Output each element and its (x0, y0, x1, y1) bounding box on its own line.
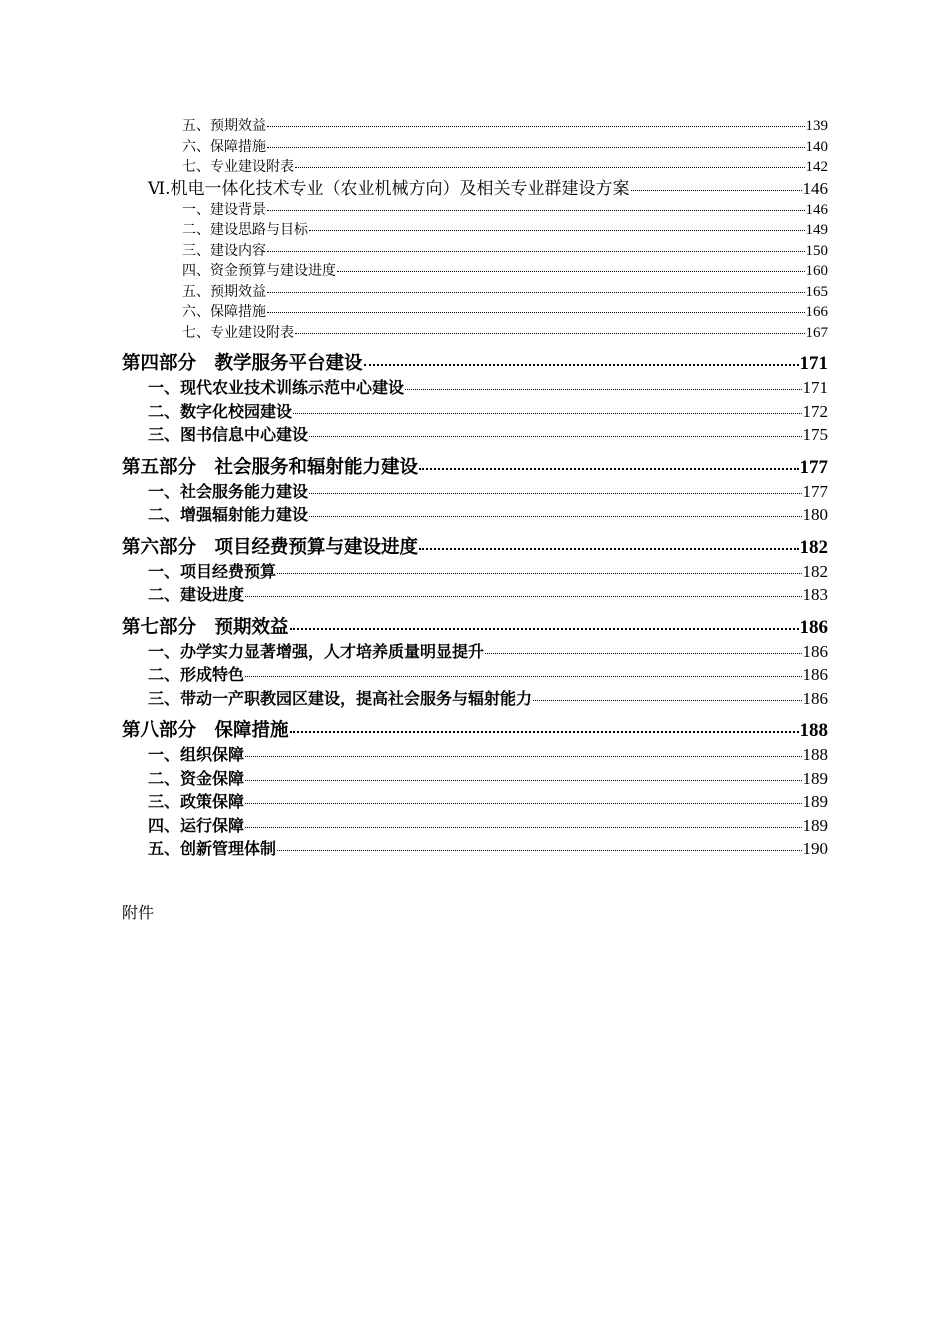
toc-page-number: 177 (802, 481, 828, 501)
dot-leader (309, 493, 801, 494)
toc-entry[interactable] (122, 116, 828, 137)
toc-entry-title: 五、预期效益 (182, 118, 266, 134)
dot-leader (277, 850, 801, 851)
dot-leader (267, 147, 805, 148)
toc-page-number: 146 (802, 178, 828, 198)
toc-section[interactable] (122, 837, 828, 861)
toc-page-number: 165 (805, 283, 828, 300)
toc-entry[interactable] (122, 282, 828, 303)
toc-section-title: 二、增强辐射能力建设 (148, 505, 309, 524)
toc-page-number: 188 (802, 745, 828, 764)
toc-page-number: 189 (802, 768, 828, 788)
dot-leader (245, 756, 801, 757)
toc-entry-title: 六、保障措施 (182, 304, 266, 320)
toc-section[interactable] (122, 814, 828, 838)
toc-section[interactable] (122, 503, 828, 527)
toc-entry-title: 一、建设背景 (182, 201, 266, 218)
toc-page-number: 160 (805, 263, 828, 279)
dot-leader (419, 468, 798, 470)
toc-page-number: 186 (802, 665, 828, 684)
toc-page-number: 182 (802, 561, 828, 581)
toc-part-title: 第七部分 预期效益 (122, 616, 289, 638)
dot-leader (245, 780, 801, 781)
toc-entry[interactable] (122, 302, 828, 323)
toc-page-number: 189 (802, 815, 828, 835)
toc-part-title: 第五部分 社会服务和辐射能力建设 (122, 456, 419, 478)
toc-entry-title: 二、建设思路与目标 (182, 222, 308, 238)
toc-page-number: 139 (805, 118, 828, 134)
toc-entry-title: Ⅵ.机电一体化技术专业（农业机械方向）及相关专业群建设方案 (148, 178, 630, 199)
toc-page-number: 189 (802, 792, 828, 811)
toc-entry-title: 七、专业建设附表 (182, 324, 294, 341)
toc-section[interactable] (122, 560, 828, 584)
dot-leader (245, 596, 801, 597)
toc-part-title: 第四部分 教学服务平台建设 (122, 353, 363, 374)
toc-entry[interactable] (122, 261, 828, 282)
toc-section[interactable] (122, 480, 828, 504)
toc-page-number: 180 (802, 505, 828, 524)
dot-leader (267, 292, 805, 293)
toc-part-heading[interactable] (122, 536, 828, 560)
toc-entry[interactable] (122, 323, 828, 344)
dot-leader (405, 389, 801, 390)
dot-leader (485, 653, 801, 654)
toc-section[interactable] (122, 640, 828, 664)
toc-page-number: 166 (805, 304, 828, 320)
toc-entry[interactable] (122, 220, 828, 241)
dot-leader (290, 628, 799, 630)
toc-page-number: 140 (805, 138, 828, 155)
toc-entry-title: 五、预期效益 (182, 283, 266, 300)
toc-entry[interactable] (122, 137, 828, 158)
dot-leader (309, 230, 805, 231)
toc-section[interactable] (122, 767, 828, 791)
toc-page-number: 167 (805, 324, 828, 341)
toc-section-title: 一、办学实力显著增强，人才培养质量明显提升 (148, 641, 485, 661)
toc-section[interactable] (122, 423, 828, 447)
toc-entry-title: 三、建设内容 (182, 242, 266, 259)
dot-leader (295, 167, 805, 168)
toc-section[interactable] (122, 376, 828, 400)
toc-section-title: 二、形成特色 (148, 665, 245, 684)
toc-page-number: 183 (802, 585, 828, 604)
toc-page-number: 186 (799, 616, 828, 638)
dot-leader (290, 731, 799, 733)
toc-part-heading[interactable] (122, 456, 828, 480)
toc-page-number: 177 (799, 456, 828, 478)
toc-section[interactable] (122, 583, 828, 607)
dot-leader (419, 548, 798, 550)
toc-page-number: 142 (805, 159, 828, 175)
toc-section-title: 一、社会服务能力建设 (148, 481, 309, 501)
toc-section[interactable] (122, 663, 828, 687)
toc-section-title: 二、资金保障 (148, 768, 245, 788)
toc-page-number: 175 (802, 425, 828, 444)
dot-leader (245, 827, 801, 828)
dot-leader (309, 516, 801, 517)
toc-entry[interactable] (122, 241, 828, 262)
dot-leader (245, 803, 801, 804)
dot-leader (293, 413, 801, 414)
toc-section[interactable] (122, 743, 828, 767)
toc-section-title: 四、运行保障 (148, 815, 245, 835)
toc-section-title: 二、数字化校园建设 (148, 401, 293, 421)
dot-leader (631, 190, 802, 191)
toc-page-number: 188 (799, 720, 828, 741)
toc-subsection-vi[interactable] (122, 178, 828, 200)
toc-page-number: 172 (802, 401, 828, 421)
dot-leader (245, 676, 801, 677)
toc-section-title: 一、现代农业技术训练示范中心建设 (148, 378, 405, 397)
toc-page-number: 190 (802, 839, 828, 858)
toc-page-number: 150 (805, 242, 828, 259)
toc-section-title: 三、图书信息中心建设 (148, 425, 309, 444)
dot-leader (337, 271, 805, 272)
dot-leader (309, 436, 801, 437)
dot-leader (267, 251, 805, 252)
appendix-label: 附件 (122, 903, 155, 922)
toc-page-number: 149 (805, 222, 828, 238)
toc-page-number: 171 (799, 353, 828, 374)
toc-section[interactable] (122, 687, 828, 711)
toc-section-title: 三、带动一产职教园区建设，提高社会服务与辐射能力 (148, 688, 533, 708)
toc-page-number: 186 (802, 688, 828, 708)
toc-part-heading[interactable] (122, 352, 828, 376)
toc-section-title: 五、创新管理体制 (148, 839, 277, 858)
dot-leader (533, 700, 801, 701)
toc-part-heading[interactable] (122, 719, 828, 743)
toc-section-title: 二、建设进度 (148, 585, 245, 604)
toc-section-title: 三、政策保障 (148, 792, 245, 811)
toc-section[interactable] (122, 790, 828, 814)
toc-page-number: 186 (802, 641, 828, 661)
toc-entry[interactable] (122, 157, 828, 178)
toc-entry-title: 六、保障措施 (182, 138, 266, 155)
dot-leader (267, 210, 805, 211)
toc-page-number: 146 (805, 201, 828, 218)
dot-leader (267, 126, 805, 127)
table-of-contents (122, 116, 828, 861)
dot-leader (267, 312, 805, 313)
toc-part-title: 第六部分 项目经费预算与建设进度 (122, 536, 419, 558)
dot-leader (364, 364, 799, 366)
dot-leader (295, 333, 805, 334)
toc-entry-title: 四、资金预算与建设进度 (182, 263, 336, 279)
toc-section-title: 一、项目经费预算 (148, 561, 277, 581)
toc-section[interactable] (122, 400, 828, 424)
toc-part-heading[interactable] (122, 616, 828, 640)
toc-part-title: 第八部分 保障措施 (122, 720, 289, 741)
toc-entry-title: 七、专业建设附表 (182, 159, 294, 175)
toc-page-number: 171 (802, 378, 828, 397)
toc-page-number: 182 (799, 536, 828, 558)
dot-leader (277, 573, 801, 574)
toc-entry[interactable] (122, 200, 828, 221)
toc-section-title: 一、组织保障 (148, 745, 245, 764)
